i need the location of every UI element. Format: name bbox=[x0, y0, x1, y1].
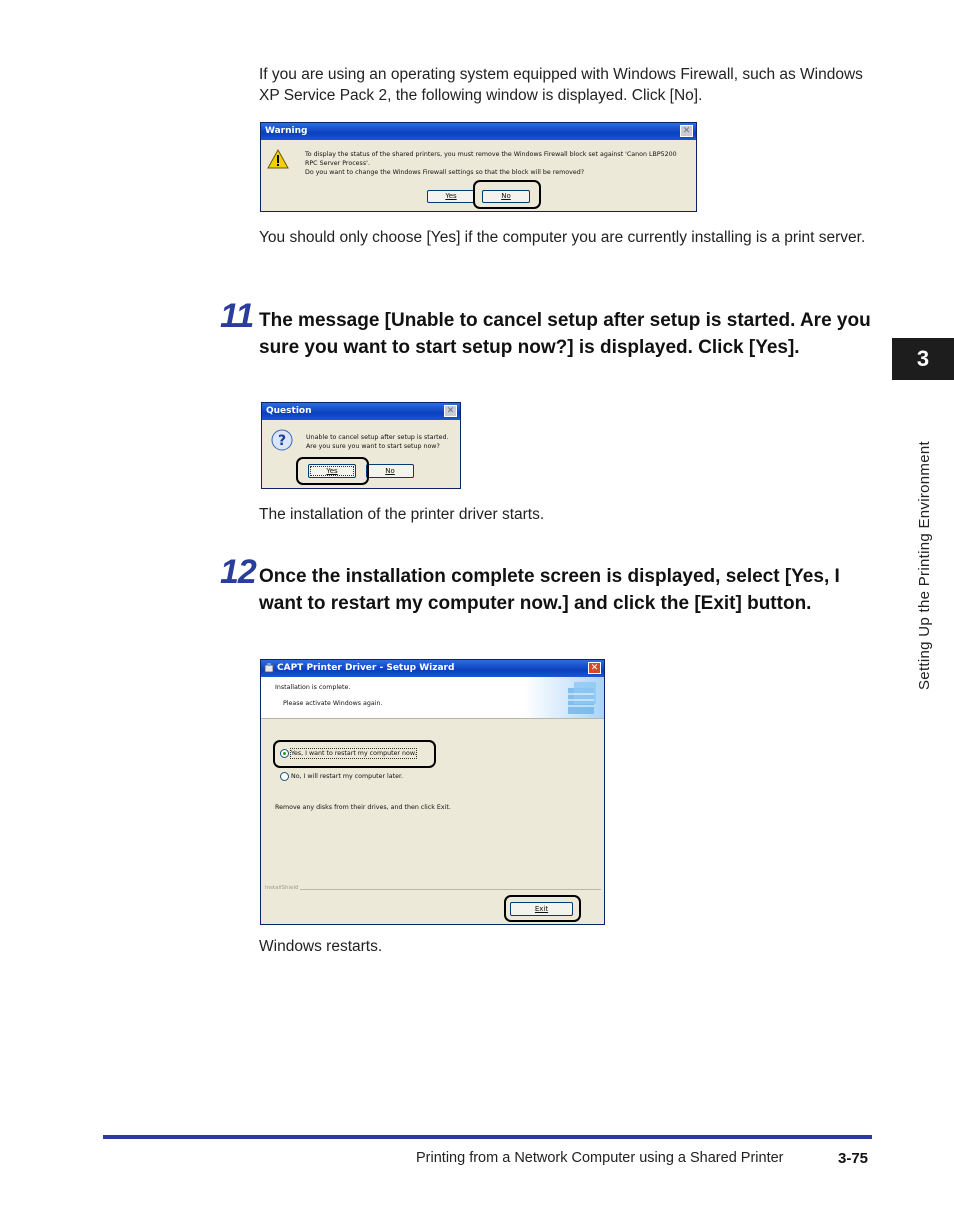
radio-no[interactable] bbox=[280, 772, 289, 781]
step-number: 11 bbox=[220, 297, 254, 335]
setup-icon bbox=[264, 663, 274, 673]
warning-message-line: Do you want to change the Windows Firewall settings so that the block will be removed? bbox=[305, 169, 585, 176]
wizard-banner bbox=[524, 677, 604, 718]
step-instruction: Once the installation complete screen is displayed, select [Yes, I want to restart my computer now.] and click the [Exit] button. bbox=[259, 566, 840, 614]
question-icon bbox=[271, 429, 293, 451]
question-message-line: Are you sure you want to start setup now? bbox=[306, 443, 440, 450]
no-button[interactable]: No bbox=[366, 464, 414, 478]
question-title-bar bbox=[262, 403, 460, 420]
warning-icon bbox=[267, 149, 289, 169]
computer-graphic-icon bbox=[564, 680, 600, 716]
intro-paragraph: If you are using an operating system equipped with Windows Firewall, such as Windows XP Service Pack 2, the following window is displayed. Click [No]. bbox=[259, 66, 863, 104]
no-button-highlight bbox=[473, 180, 541, 209]
step-number: 12 bbox=[220, 553, 256, 591]
wizard-instruction: Remove any disks from their drives, and then click Exit. bbox=[275, 804, 451, 811]
installshield-label: InstallShield bbox=[265, 885, 299, 891]
option-yes-highlight bbox=[273, 740, 436, 768]
warning-title-bar bbox=[261, 123, 696, 140]
warning-message-line: RPC Server Process'. bbox=[305, 160, 370, 167]
close-icon[interactable]: ✕ bbox=[444, 405, 457, 417]
question-message-line: Unable to cancel setup after setup is started. bbox=[306, 434, 449, 441]
warning-title: Warning bbox=[265, 126, 308, 136]
option-no-label[interactable]: No, I will restart my computer later. bbox=[291, 773, 404, 780]
chapter-tab: 3 bbox=[892, 338, 954, 380]
driver-starts-text: The installation of the printer driver starts. bbox=[259, 506, 545, 523]
option-yes-label[interactable]: Yes, I want to restart my computer now. bbox=[291, 750, 417, 757]
exit-button-highlight bbox=[504, 895, 581, 922]
exit-button[interactable]: Exit bbox=[510, 902, 573, 916]
wizard-heading: Installation is complete. bbox=[275, 684, 351, 691]
warning-message-line: To display the status of the shared printers, you must remove the Windows Firewall block set against 'Canon LBP5200 bbox=[305, 151, 677, 158]
windows-restarts-text: Windows restarts. bbox=[259, 938, 383, 955]
footer-divider bbox=[265, 889, 601, 890]
svg-text:?: ? bbox=[277, 433, 287, 449]
yes-button[interactable]: Yes bbox=[308, 464, 356, 478]
question-title: Question bbox=[266, 406, 312, 416]
yes-button[interactable]: Yes bbox=[427, 190, 475, 203]
yes-button-highlight bbox=[296, 457, 369, 485]
close-icon[interactable]: ✕ bbox=[680, 125, 693, 137]
page-number: 3-75 bbox=[838, 1150, 869, 1167]
wizard-subheading: Please activate Windows again. bbox=[283, 700, 383, 707]
wizard-header bbox=[261, 677, 604, 719]
yes-note: You should only choose [Yes] if the computer you are currently installing is a print server. bbox=[259, 229, 866, 246]
step-instruction: The message [Unable to cancel setup after setup is started. Are you sure you want to start setup now?] is displayed. Click [Yes]. bbox=[259, 310, 871, 358]
wizard-title-bar bbox=[261, 660, 604, 677]
question-message bbox=[306, 433, 461, 451]
footer-rule bbox=[103, 1135, 872, 1139]
footer-section: Printing from a Network Computer using a Shared Printer bbox=[416, 1150, 784, 1166]
wizard-title: CAPT Printer Driver - Setup Wizard bbox=[277, 663, 455, 673]
close-icon[interactable]: ✕ bbox=[588, 662, 601, 674]
warning-message bbox=[305, 150, 695, 177]
chapter-label: Setting Up the Printing Environment bbox=[916, 441, 933, 690]
setup-wizard-window bbox=[260, 659, 605, 925]
no-button[interactable]: No bbox=[482, 190, 530, 203]
